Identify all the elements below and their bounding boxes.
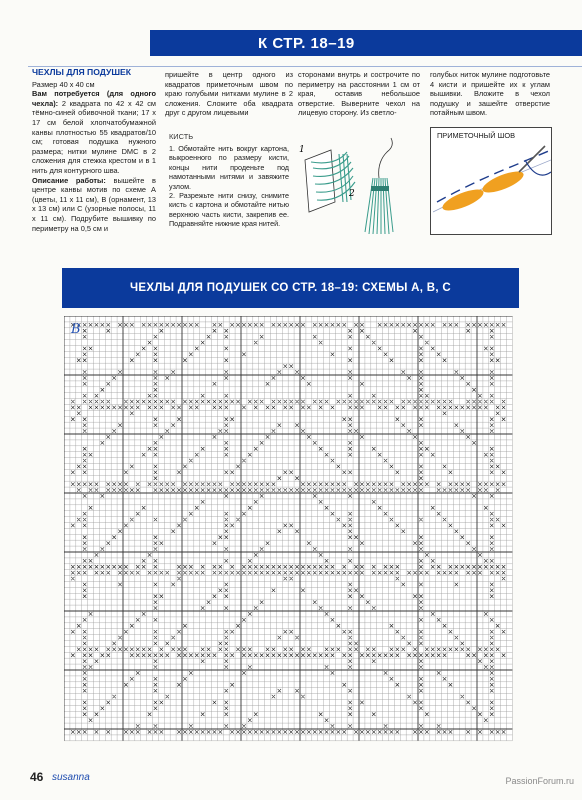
description-label: Описание работы: xyxy=(32,175,106,185)
chart-letter: B xyxy=(71,322,81,337)
page-number: 46 xyxy=(30,770,44,784)
column-1 xyxy=(32,68,156,233)
column-4 xyxy=(430,70,550,118)
basting-stitch-title: ПРИМЕТОЧНЫЙ ШОВ xyxy=(437,131,516,140)
description-text: вышейте в центре канвы мотив по схеме А (цветы, 11 х 11 см), В (орнамент, 13 х 13 см) или С (узорные полосы, 11 х 11 см). Подрубите вышивку по периметру на 0,5 см и xyxy=(32,175,156,233)
tassel-step-label-2: 2 xyxy=(349,189,355,199)
tassel-steps xyxy=(169,144,289,229)
column-4-text: голубых ниток мулине подготовьте 4 кисти и пришейте их к углам вышивки. Вложите в чехол подушку и зашейте отверстие потайным швом. xyxy=(430,70,550,118)
tassel-illustration xyxy=(291,132,407,240)
chart-banner xyxy=(62,268,519,308)
materials-text: 2 квадрата по 42 х 42 см тёмно-синей обивочной ткани; 17 х 17 см белой хлопчатобумажной канвы плотностью 55 квадратов/10 см; готовая подушка нужного размера; нитки мулине DMC в 2 сложения для стежка крестом и в 1 нить для контурного шва. xyxy=(32,98,156,175)
section-header-title: К СТР. 18–19 xyxy=(258,34,355,52)
column-2-text: пришейте в центр одного из квадратов приметочным швом по краю голубыми нитками мулине в 2 сложения. Сложите оба квадрата друг с другом лицевыми xyxy=(165,70,293,118)
tassel-step-label-1: 1 xyxy=(299,145,305,155)
column-3 xyxy=(298,70,420,118)
tassel-step-2: 2. Разрежьте нити снизу, снимите кисть с картона и обмотайте нитью верхнюю часть кисти, закрепив ее. Подравняйте нижние края нитей. xyxy=(169,191,289,229)
tassel-instructions-box xyxy=(163,124,409,242)
brand-logo: susanna xyxy=(52,772,90,783)
tassel-title: КИСТЬ xyxy=(169,132,194,141)
cross-stitch-chart xyxy=(64,316,517,746)
column-2 xyxy=(165,70,293,118)
column-3-text: сторонами внутрь и сострочите по периметру на расстоянии 1 см от края, оставив небольшое отверстие. Выверните чехол на лицевую сторону. Из светло- xyxy=(298,70,420,118)
article-title: ЧЕХЛЫ ДЛЯ ПОДУШЕК xyxy=(32,67,131,77)
description-paragraph xyxy=(32,176,156,234)
chart-banner-title: ЧЕХЛЫ ДЛЯ ПОДУШЕК СО СТР. 18–19: СХЕМЫ А, В, С xyxy=(130,282,451,294)
basting-stitch-box xyxy=(430,127,552,235)
size-text: Размер 40 х 40 см xyxy=(32,79,95,89)
site-watermark: PassionForum.ru xyxy=(505,776,574,786)
section-header xyxy=(150,30,582,56)
basting-stitch-illustration xyxy=(433,142,551,232)
tassel-step-1: 1. Обмотайте нить вокруг картона, выкроенного по размеру кисти, концы нити проденьте под намотанными нитями и завяжите узлом. xyxy=(169,144,289,191)
materials-paragraph xyxy=(32,89,156,175)
materials-label: Вам потребуется (для одного чехла): xyxy=(32,89,156,108)
